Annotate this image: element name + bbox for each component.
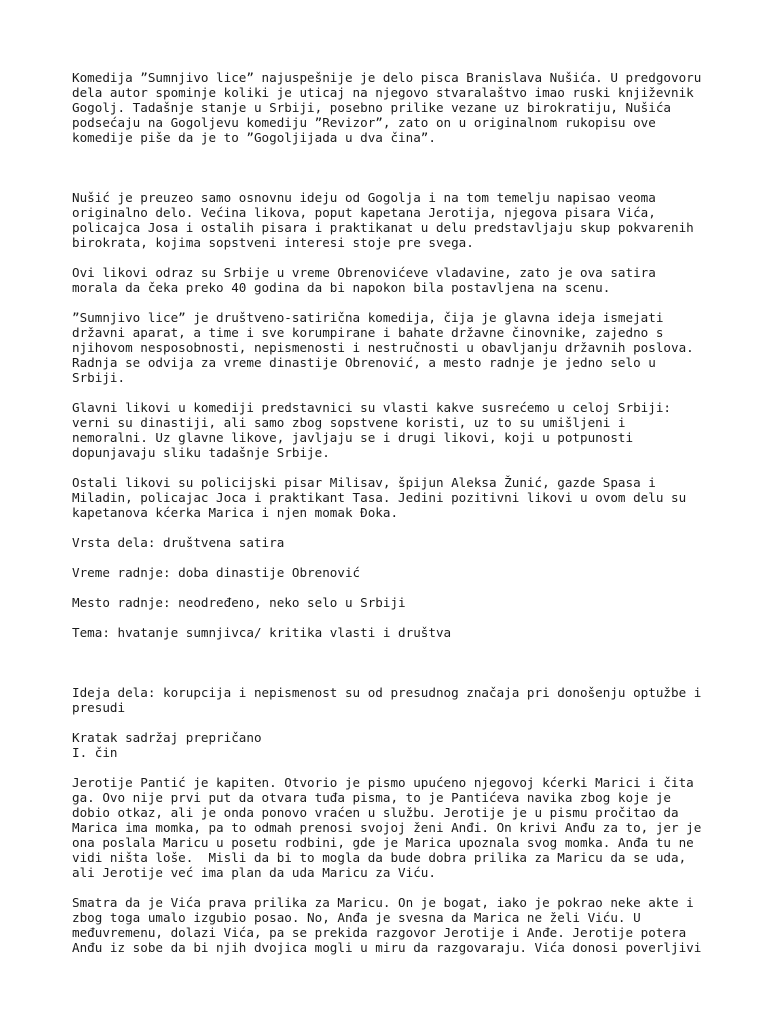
- text-line: njihovom nesposobnosti, nepismenosti i nestručnosti u obavljanju državnih poslova.: [72, 340, 694, 355]
- text-line: Ideja dela: korupcija i nepismenost su od presudnog značaja pri donošenju optužbe i: [72, 685, 702, 700]
- text-line: presudi: [72, 700, 126, 715]
- paragraph: [72, 730, 712, 760]
- text-line: morala da čeka preko 40 godina da bi napokon bila postavljena na scenu.: [72, 280, 611, 295]
- text-line: ”Sumnjivo lice” je društveno-satirična komedija, čija je glavna ideja ismejati: [72, 310, 664, 325]
- text-line: ona poslala Maricu u posetu rodbini, gde je Marica upoznala svog momka. Anđa tu ne: [72, 835, 694, 850]
- text-line: Marica ima momka, pa to odmah prenosi svojoj ženi Anđi. On krivi Anđu za to, jer je: [72, 820, 702, 835]
- text-line: Vreme radnje: doba dinastije Obrenović: [72, 565, 361, 580]
- paragraph: [72, 775, 712, 880]
- text-line: policajca Josa i ostalih pisara i praktikanat u delu predstavljaju skup pokvarenih: [72, 220, 694, 235]
- text-line: komedije piše da je to ”Gogoljijada u dva čina”.: [72, 130, 436, 145]
- text-line: Kratak sadržaj prepričano: [72, 730, 262, 745]
- text-line: Smatra da je Vića prava prilika za Maricu. On je bogat, iako je pokrao neke akte i: [72, 895, 694, 910]
- text-line: Anđu iz sobe da bi njih dvojica mogli u miru da razgovaraju. Vića donosi poverljivi: [72, 940, 702, 955]
- text-line: birokrata, kojima sopstveni interesi stoje pre svega.: [72, 235, 474, 250]
- paragraph: [72, 265, 712, 295]
- text-line: Tema: hvatanje sumnjivca/ kritika vlasti i društva: [72, 625, 452, 640]
- document-body: [72, 70, 712, 955]
- text-line: verni su dinastiji, ali samo zbog sopstvene koristi, uz to su umišljeni i: [72, 415, 626, 430]
- text-line: Nušić je preuzeo samo osnovnu ideju od Gogolja i na tom temelju napisao veoma: [72, 190, 656, 205]
- text-line: Srbiji.: [72, 370, 126, 385]
- paragraph: [72, 400, 712, 460]
- text-line: državni aparat, a time i sve korumpirane i bahate državne činovnike, zajedno s: [72, 325, 664, 340]
- text-line: dobio otkaz, ali je onda ponovo vraćen u službu. Jerotije je u pismu pročitao da: [72, 805, 679, 820]
- text-line: Komedija ”Sumnjivo lice” najuspešnije je delo pisca Branislava Nušića. U predgovoru: [72, 70, 702, 85]
- paragraph: [72, 565, 712, 580]
- text-line: Glavni likovi u komediji predstavnici su vlasti kakve susrećemo u celoj Srbiji:: [72, 400, 671, 415]
- paragraph: [72, 895, 712, 955]
- text-line: nemoralni. Uz glavne likove, javljaju se i drugi likovi, koji u potpunosti: [72, 430, 634, 445]
- text-line: originalno delo. Većina likova, poput kapetana Jerotija, njegova pisara Vića,: [72, 205, 656, 220]
- text-line: Ovi likovi odraz su Srbije u vreme Obrenovićeve vladavine, zato je ova satira: [72, 265, 656, 280]
- text-line: ga. Ovo nije prvi put da otvara tuđa pisma, to je Pantićeva navika zbog koje je: [72, 790, 671, 805]
- paragraph: [72, 535, 712, 550]
- paragraph: [72, 190, 712, 250]
- paragraph: [72, 310, 712, 385]
- text-line: Jerotije Pantić je kapiten. Otvorio je pismo upućeno njegovoj kćerki Marici i čita: [72, 775, 694, 790]
- text-line: Ostali likovi su policijski pisar Milisav, špijun Aleksa Žunić, gazde Spasa i: [72, 475, 656, 490]
- text-line: Radnja se odvija za vreme dinastije Obrenović, a mesto radnje je jedno selo u: [72, 355, 656, 370]
- paragraph: [72, 475, 712, 520]
- paragraph: [72, 625, 712, 640]
- paragraph: [72, 70, 712, 145]
- text-line: I. čin: [72, 745, 118, 760]
- text-line: Gogolj. Tadašnje stanje u Srbiji, posebno prilike vezane uz birokratiju, Nušića: [72, 100, 671, 115]
- text-line: zbog toga umalo izgubio posao. No, Anđa je svesna da Marica ne želi Viću. U: [72, 910, 641, 925]
- text-line: podsećaju na Gogoljevu komediju ”Revizor”, zato on u originalnom rukopisu ove: [72, 115, 656, 130]
- text-line: kapetanova kćerka Marica i njen momak Đoka.: [72, 505, 399, 520]
- text-line: dopunjavaju sliku tadašnje Srbije.: [72, 445, 330, 460]
- text-line: dela autor spominje koliki je uticaj na njegovo stvaralaštvo imao ruski književnik: [72, 85, 694, 100]
- text-line: Miladin, policajac Joca i praktikant Tasa. Jedini pozitivni likovi u ovom delu su: [72, 490, 687, 505]
- text-line: ali Jerotije već ima plan da uda Maricu za Viću.: [72, 865, 436, 880]
- text-line: Mesto radnje: neodređeno, neko selo u Srbiji: [72, 595, 406, 610]
- text-line: međuvremenu, dolazi Vića, pa se prekida razgovor Jerotije i Anđe. Jerotije potera: [72, 925, 687, 940]
- paragraph: [72, 685, 712, 715]
- text-line: vidi ništa loše. Misli da bi to mogla da bude dobra prilika za Maricu da se uda,: [72, 850, 687, 865]
- paragraph: [72, 595, 712, 610]
- text-line: Vrsta dela: društvena satira: [72, 535, 285, 550]
